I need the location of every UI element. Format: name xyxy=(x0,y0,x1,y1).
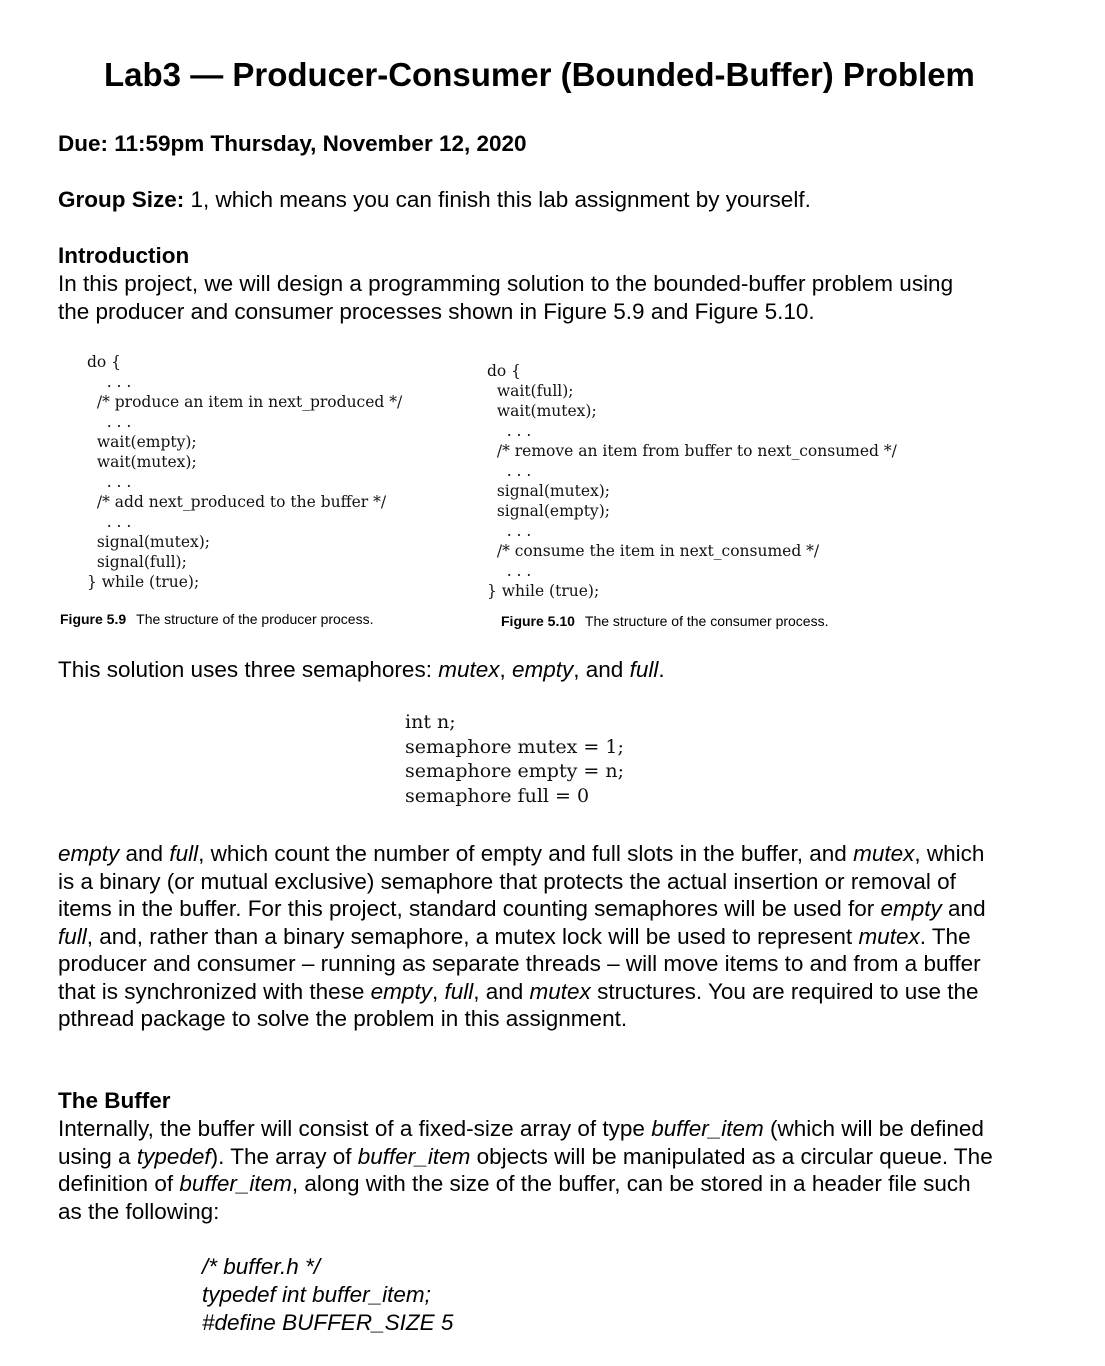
due-date: Due: 11:59pm Thursday, November 12, 2020 xyxy=(58,131,527,156)
text: and xyxy=(941,896,986,921)
text: , xyxy=(431,978,445,1004)
empty-term: empty xyxy=(512,657,574,682)
text: (which will be defined using a xyxy=(58,1116,984,1169)
page-title: Lab3 — Producer-Consumer (Bounded-Buffer) Problem xyxy=(104,56,975,93)
empty-term: empty xyxy=(880,896,942,921)
text: , which count the number of empty and full slots in the buffer, and xyxy=(198,841,854,866)
period: . xyxy=(658,657,665,682)
mutex-term: mutex xyxy=(438,657,500,682)
group-size xyxy=(58,187,811,213)
group-size-text: 1, which means you can finish this lab assignment by yourself. xyxy=(184,187,811,212)
full-term: full xyxy=(169,841,199,866)
full-term: full xyxy=(629,657,659,682)
figure-5-9-number: Figure 5.9 xyxy=(60,611,127,627)
text: , which is a binary (or mutual exclusive) semaphore that protects the actual insertion or removal of items in the buffer. For this project, standard counting semaphores will be used for xyxy=(58,841,985,921)
semaphores-intro-prefix: This solution uses three semaphores: xyxy=(58,657,439,682)
text: structures. You are required to use the pthread package to solve the problem in this assignment. xyxy=(58,978,979,1031)
text: , along with the size of the buffer, can be stored in a header file such as the following: xyxy=(58,1171,971,1224)
full-term: full xyxy=(58,923,87,949)
text: , and, rather than a binary semaphore, a mutex lock will be used to represent xyxy=(86,923,859,949)
buffer-item-term: buffer_item xyxy=(179,1171,292,1196)
separator: , xyxy=(499,657,512,682)
full-term: full xyxy=(444,978,474,1004)
mutex-term: mutex xyxy=(529,978,591,1004)
typedef-term: typedef xyxy=(136,1143,211,1169)
semaphores-intro xyxy=(58,656,665,684)
figure-5-10-caption xyxy=(501,613,828,629)
introduction-heading: Introduction xyxy=(58,243,190,268)
mutex-term: mutex xyxy=(858,923,920,949)
buffer-item-term: buffer_item xyxy=(651,1116,764,1141)
buffer-item-term: buffer_item xyxy=(357,1143,471,1169)
consumer-code: do { wait(full); wait(mutex); . . . /* remove an item from buffer to next_consumed */ . . . signal(mutex); signal(empty); . . . /* consume the item in next_consumed */ . . . } while (true); xyxy=(487,362,897,600)
empty-term: empty xyxy=(58,841,120,866)
producer-code: do { . . . /* produce an item in next_produced */ . . . wait(empty); wait(mutex); . . . /* add next_produced to the buffer */ . . . signal(mutex); signal(full); } while (true); xyxy=(87,353,403,591)
text: ). The array of xyxy=(210,1143,358,1169)
empty-term: empty xyxy=(370,978,432,1004)
group-size-label: Group Size: xyxy=(58,187,185,212)
introduction-text: In this project, we will design a programming solution to the bounded-buffer problem using the producer and consumer processes shown in Figure 5.9 and Figure 5.10. xyxy=(58,271,954,324)
figure-5-9-caption xyxy=(60,611,373,627)
explanation-paragraph xyxy=(58,840,993,1033)
figure-5-10-text: The structure of the consumer process. xyxy=(584,613,829,629)
text: and xyxy=(119,841,170,866)
buffer-paragraph xyxy=(58,1115,993,1225)
semaphore-declarations: int n; semaphore mutex = 1; semaphore empty = n; semaphore full = 0 xyxy=(405,711,624,807)
text: Internally, the buffer will consist of a fixed-size array of type xyxy=(58,1116,652,1141)
separator: , and xyxy=(573,657,630,682)
text: , and xyxy=(473,978,530,1004)
text: objects will be manipulated as a circular queue. The definition of xyxy=(58,1143,993,1196)
buffer-header-code: /* buffer.h */ typedef int buffer_item; #define BUFFER_SIZE 5 xyxy=(202,1254,454,1335)
buffer-heading: The Buffer xyxy=(58,1088,171,1113)
figure-5-9-text: The structure of the producer process. xyxy=(136,611,374,627)
figure-5-10-number: Figure 5.10 xyxy=(501,613,575,629)
mutex-term: mutex xyxy=(853,841,915,866)
text: . The producer and consumer – running as separate threads – will move items to and from a buffer that is synchronized with these xyxy=(58,923,981,1004)
